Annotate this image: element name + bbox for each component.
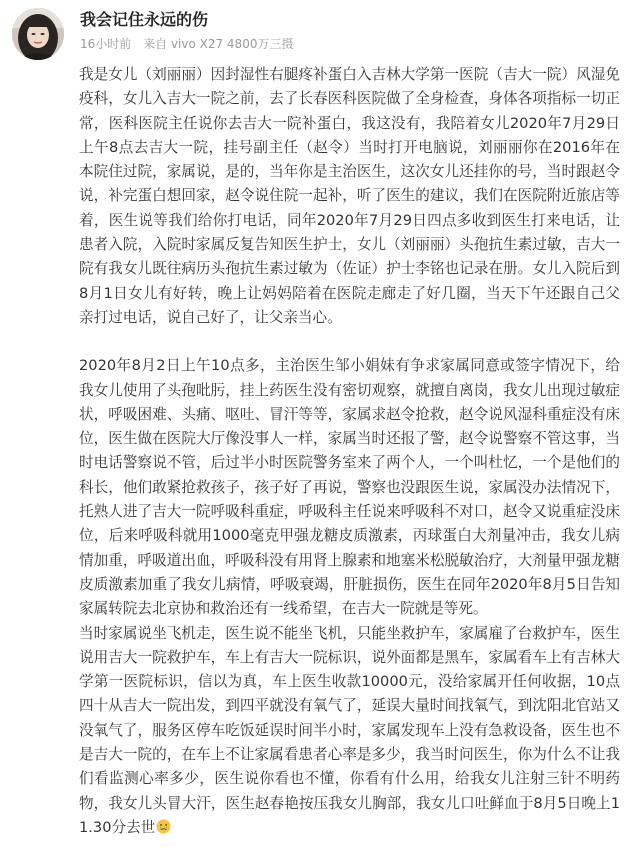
post-time: 16小时前 [80, 37, 132, 51]
avatar-portrait [12, 8, 64, 60]
crying-face-icon [156, 819, 171, 834]
post-paragraph-3 [79, 622, 620, 841]
post-header [0, 0, 631, 60]
post-meta [80, 36, 301, 52]
post-body [79, 63, 620, 840]
username[interactable]: 我会记住永远的伤 [80, 10, 209, 29]
avatar[interactable] [12, 8, 64, 60]
post-paragraph-1: 我是女儿（刘丽丽）因封湿性右腿疼补蛋白入吉林大学第一医院（吉大一院）风湿免疫科，女儿入吉大一院之前，去了长春医科医院做了全身检查，身体各项指标一切正常，医科医院主任说你去吉大一院补蛋白，我这没有，我陪着女儿2020年7月29日上午8点去吉大一院，挂号副主任（赵令）当时打开电脑说，刘丽丽你在2016年在本院住过院，家属说，是的，当年你是主治医生，这次女儿还挂你的号，当时跟赵令说，补完蛋白想回家，赵令说住院一起补，听了医生的建议，我们在医院附近旅店等着，医生说等我们给你打电话，同年2020年7月29日四点多收到医生打来电话，让患者入院，入院时家属反复告知医生护士，女儿（刘丽丽）头孢抗生素过敏，吉大一院有我女儿既往病历头孢抗生素过敏为（佐证）护士李铭也记录在册。女儿入院后到8月1日女儿有好转，晚上让妈妈陪着在医院走廊走了好几圈，当天下午还跟自己父亲打过电话，说自己好了，让父亲当心。 [79, 66, 620, 326]
post-paragraph-2: 2020年8月2日上午10点多，主治医生邹小娟妹有争求家属同意或签字情况下，给我女儿使用了头孢吡肟，挂上药医生没有密切观察，就擅自离岗，我女儿出现过敏症状，呼吸困难、头痛、呕吐、冒汗等等，家属求赵令抢救，赵令说风湿科重症没有床位，医生做在医院大厅像没事人一样，家属当时还报了警，赵令说警察不管这事，当时电话警察说不管，后过半小时医院警务室来了两个人，一个叫杜忆，一个是他们的科长，他们敢紧抢救孩子，孩子好了再说，警察也没跟医生说，家属没办法情况下，托熟人进了吉大一院呼吸科重症，呼吸科主任说来呼吸科不对口，赵令又说重症没床位，后来呼吸科就用1000毫克甲强龙糖皮质激素，丙球蛋白大剂量冲击，我女儿病情加重，呼吸道出血，呼吸科没有用肾上腺素和地塞米松脱敏治疗，大剂量甲强龙糖皮质激素加重了我女儿病情，呼吸衰竭，肝脏损伤，医生在同年2020年8月5日告知家属转院去北京协和救治还有一线希望，在吉大一院就是等死。 [79, 357, 620, 618]
post-paragraph-3-text: 当时家属说坐飞机走，医生说不能坐飞机，只能坐救护车，家属雇了台救护车，医生说用吉大一院救护车，车上有吉大一院标识，说外面都是黑车，家属看车上有吉林大学第一医院标识，信以为真，车上医生收款10000元，没给家属开任何收据，10点四十从吉大一院出发，到四平就没有氧气了，延误大量时间找氧气，到沈阳北官站又没氧气了，服务区停车吃饭延误时间半小时，家属发现车上没有急救设备，医生也不是吉大一院的，在车上不让家属看患者心率是多少，我当时问医生，你为什么不让我们看监测心率多少，医生说你看也不懂，你看有什么用，给我女儿注射三针不明药物，我女儿头冒大汗，医生赵春艳按压我女儿胸部，我女儿口吐鲜血于8月5日晚上11.30分去世 [79, 624, 620, 836]
post-source: 来自 vivo X27 4800万三摄 [143, 37, 294, 51]
